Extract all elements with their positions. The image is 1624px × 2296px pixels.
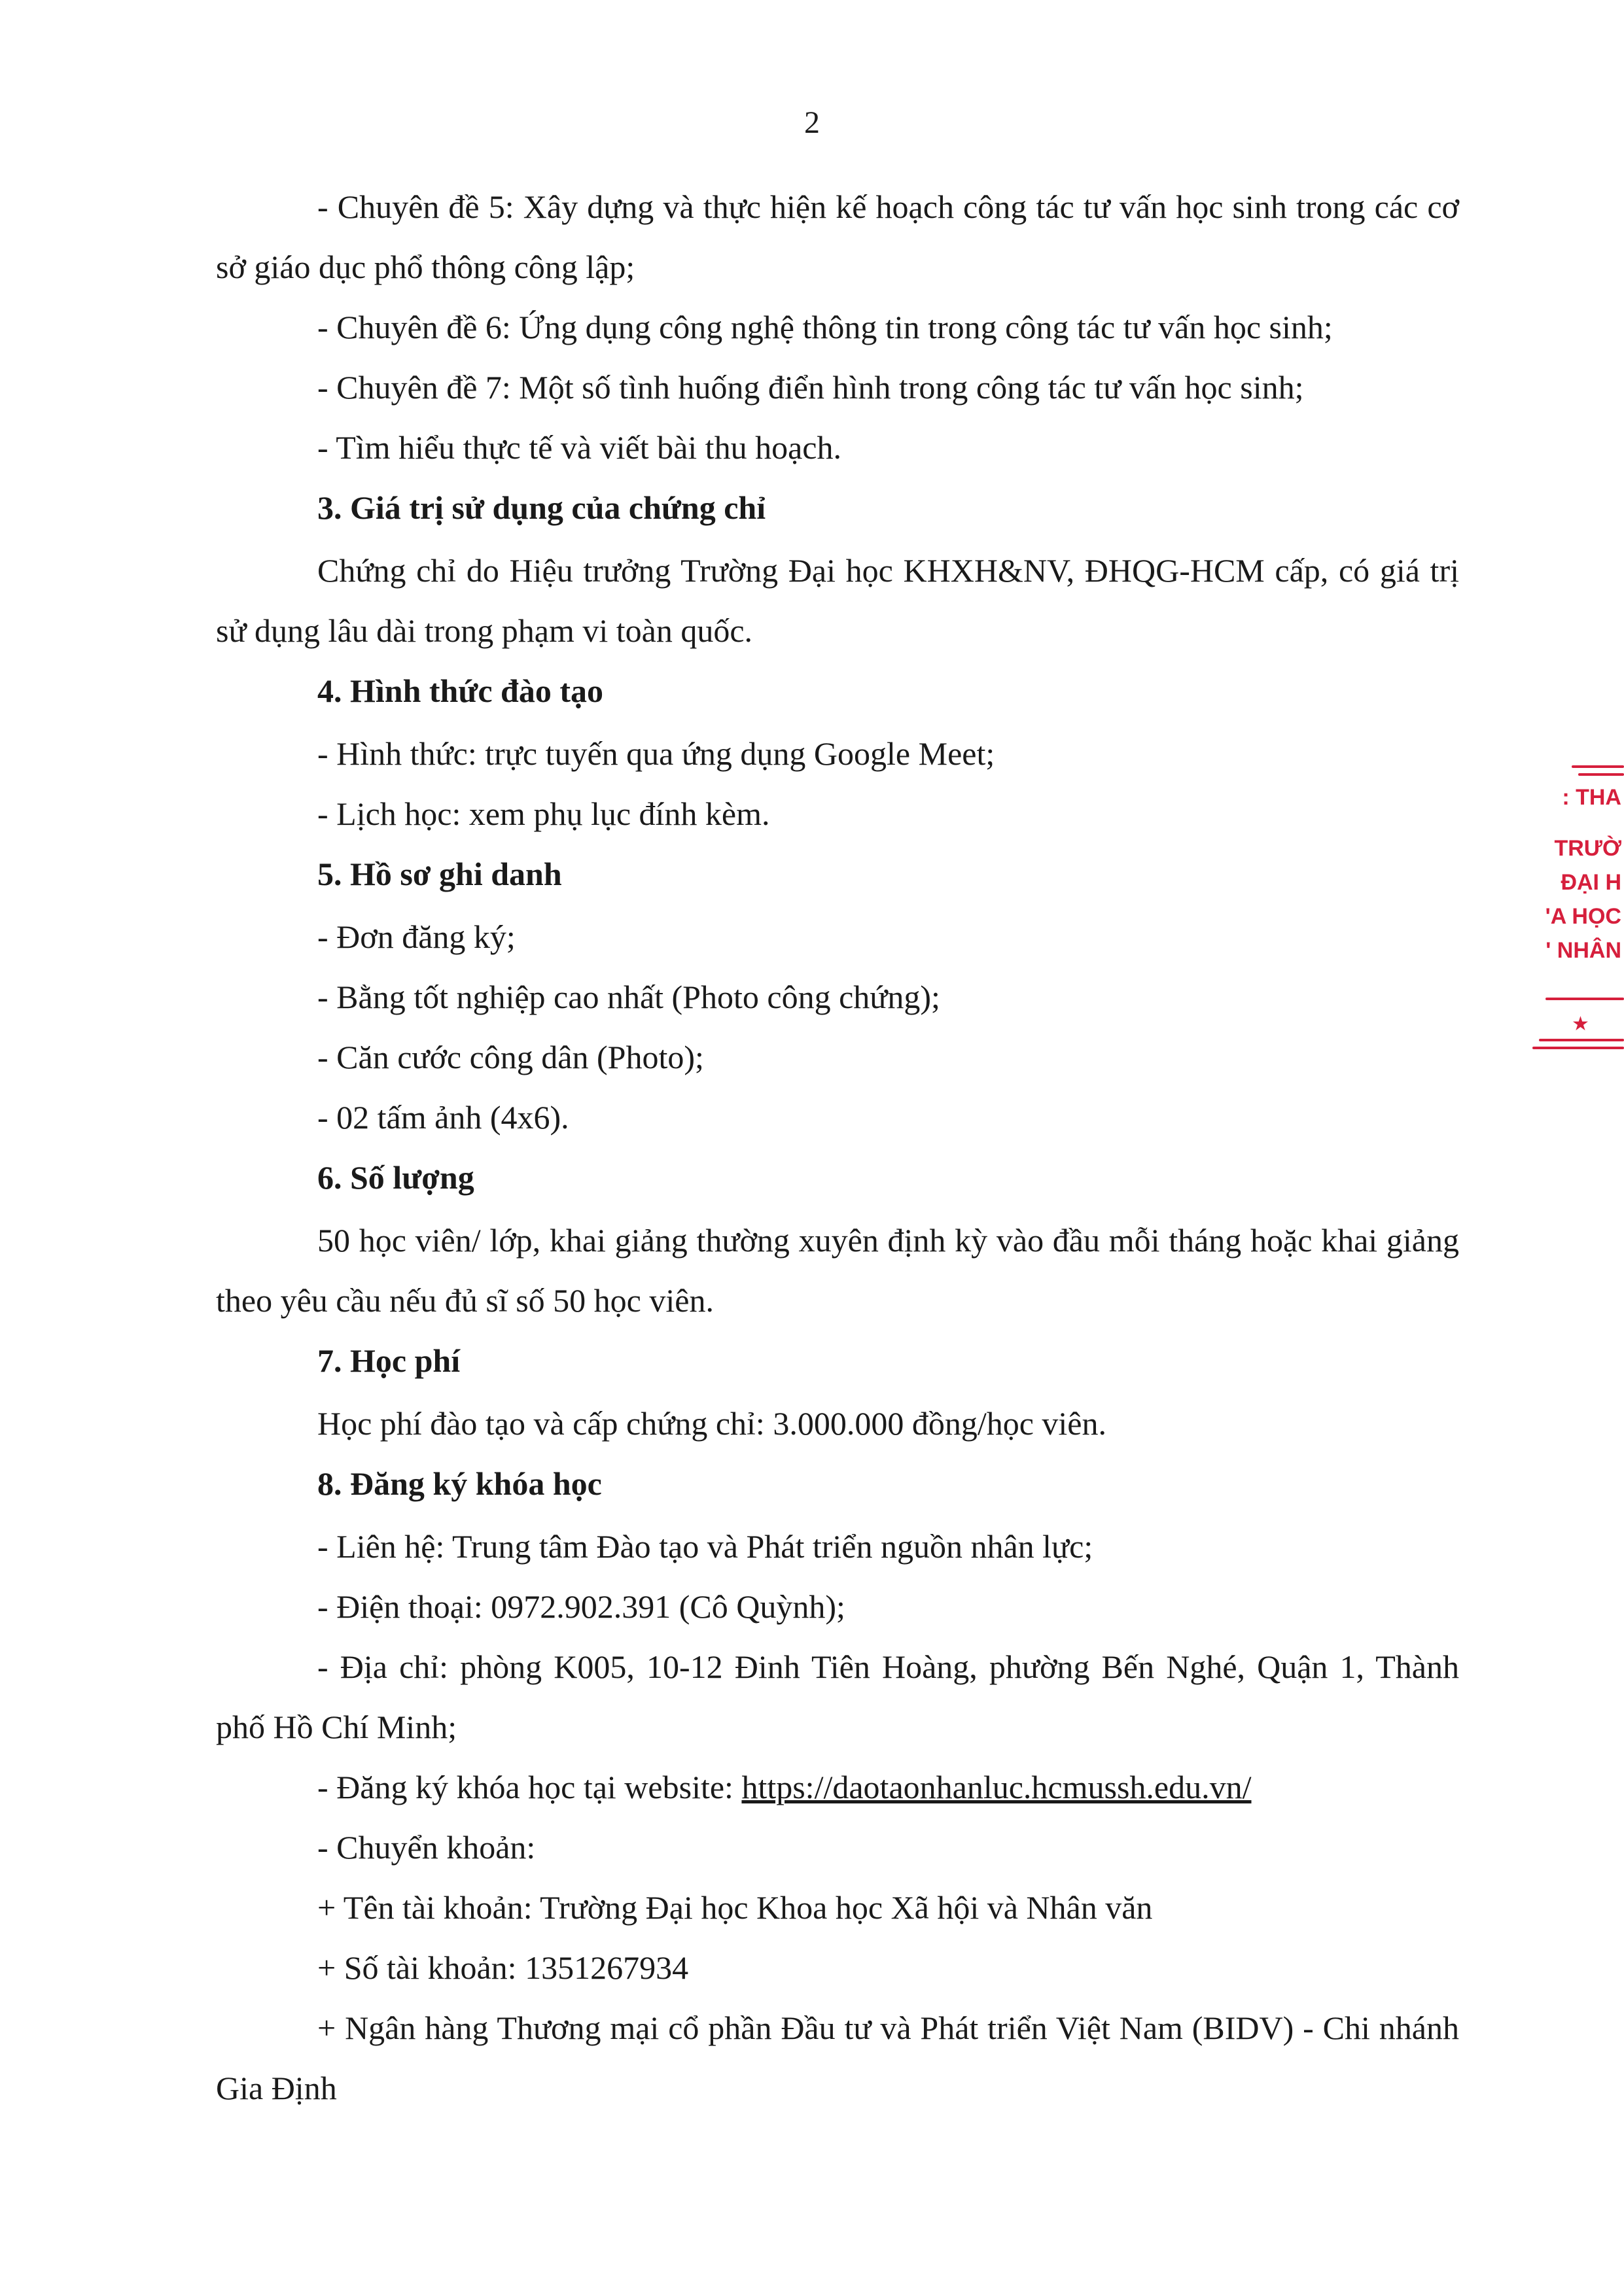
account-name-line: + Tên tài khoản: Trường Đại học Khoa học Xã hội và Nhân văn xyxy=(317,1889,1153,1926)
list-item: - Chuyên đề 7: Một số tình huống điển hình trong công tác tư vấn học sinh; xyxy=(317,369,1304,406)
section-heading: 8. Đăng ký khóa học xyxy=(317,1465,602,1502)
seal-rule xyxy=(1578,773,1624,776)
section-heading: 6. Số lượng xyxy=(317,1159,474,1196)
list-item: - Đơn đăng ký; xyxy=(317,918,516,955)
phone-line: - Điện thoại: 0972.902.391 (Cô Quỳnh); xyxy=(317,1588,845,1625)
document-body xyxy=(216,177,1459,2118)
section-text: 50 học viên/ lớp, khai giảng thường xuyên định kỳ vào đầu mỗi tháng hoặc khai giảng theo yêu cầu nếu đủ sĩ số 50 học viên. xyxy=(216,1222,1459,1319)
website-line xyxy=(216,1757,1459,1817)
seal-rule xyxy=(1539,1039,1624,1041)
list-item: - Căn cước công dân (Photo); xyxy=(317,1039,704,1075)
website-label: - Đăng ký khóa học tại website: xyxy=(317,1769,742,1805)
bank-line: + Ngân hàng Thương mại cổ phần Đầu tư và Phát triển Việt Nam (BIDV) - Chi nhánh Gia Định xyxy=(216,2009,1459,2106)
list-item: - Chuyên đề 5: Xây dựng và thực hiện kế hoạch công tác tư vấn học sinh trong các cơ sở giáo dục phổ thông công lập; xyxy=(216,188,1459,285)
section-heading: 7. Học phí xyxy=(317,1342,461,1379)
seal-text: ĐẠI H xyxy=(1561,870,1621,895)
website-link[interactable]: https://daotaonhanluc.hcmussh.edu.vn/ xyxy=(741,1769,1252,1805)
seal-text: : THA xyxy=(1562,785,1621,810)
page-number: 2 xyxy=(804,105,820,140)
contact-line: - Liên hệ: Trung tâm Đào tạo và Phát triển nguồn nhân lực; xyxy=(317,1528,1093,1565)
section-text: Học phí đào tạo và cấp chứng chỉ: 3.000.000 đồng/học viên. xyxy=(317,1405,1106,1442)
seal-text: ' NHÂN xyxy=(1545,938,1621,963)
list-item: - Lịch học: xem phụ lục đính kèm. xyxy=(317,795,770,832)
list-item: - 02 tấm ảnh (4x6). xyxy=(317,1099,569,1136)
section-text: Chứng chỉ do Hiệu trưởng Trường Đại học KHXH&NV, ĐHQG-HCM cấp, có giá trị sử dụng lâu dài trong phạm vi toàn quốc. xyxy=(216,552,1459,649)
section-heading: 4. Hình thức đào tạo xyxy=(317,672,604,709)
seal-text: TRƯỜ xyxy=(1554,836,1621,861)
list-item: - Tìm hiểu thực tế và viết bài thu hoạch. xyxy=(317,429,841,466)
section-heading: 3. Giá trị sử dụng của chứng chỉ xyxy=(317,489,766,526)
seal-rule xyxy=(1572,765,1624,768)
section-heading: 5. Hồ sơ ghi danh xyxy=(317,856,562,892)
list-item: - Bằng tốt nghiệp cao nhất (Photo công chứng); xyxy=(317,979,940,1015)
address-line: - Địa chỉ: phòng K005, 10-12 Đinh Tiên Hoàng, phường Bến Nghé, Quận 1, Thành phố Hồ Chí Minh; xyxy=(216,1648,1459,1745)
seal-text: 'A HỌC xyxy=(1545,904,1621,929)
seal-rule xyxy=(1532,1047,1624,1049)
official-seal-fragment xyxy=(1525,759,1624,1066)
account-number-line: + Số tài khoản: 1351267934 xyxy=(317,1949,689,1986)
seal-star-icon: ★ xyxy=(1572,1013,1589,1035)
list-item: - Hình thức: trực tuyến qua ứng dụng Google Meet; xyxy=(317,735,995,772)
list-item: - Chuyên đề 6: Ứng dụng công nghệ thông tin trong công tác tư vấn học sinh; xyxy=(317,309,1333,345)
seal-rule xyxy=(1545,998,1624,1000)
transfer-line: - Chuyển khoản: xyxy=(317,1829,536,1866)
